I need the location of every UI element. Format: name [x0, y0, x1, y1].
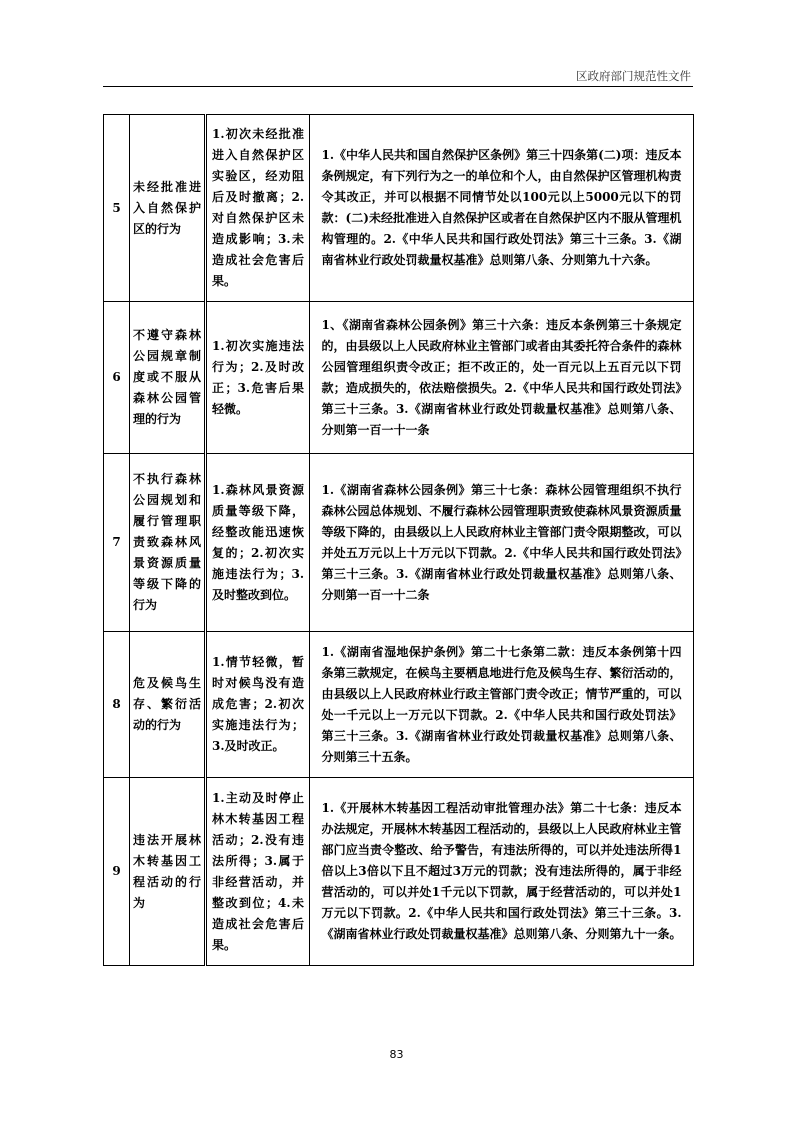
- table-row: [104, 302, 694, 454]
- violation-act-cell: [130, 632, 206, 778]
- header-title: 区政府部门规范性文件: [576, 69, 691, 83]
- violation-act: 不遵守森林公园规章制度或不服从森林公园管理的行为: [133, 328, 201, 426]
- exemption-conditions: 1.初次未经批准进入自然保护区实验区，经劝阻后及时撤离；2.对自然保护区未造成影响；3.未造成社会危害后果。: [212, 127, 304, 288]
- page-number: 83: [389, 1048, 404, 1061]
- legal-basis: 1.《开展林木转基因工程活动审批管理办法》第二十七条：违反本办法规定，开展林木转基因工程活动的，县级以上人民政府林业主管部门应当责令整改、给予警告，有违法所得的，可以并处违法所得1倍以上3倍以下且不超过3万元的罚款；没有违法所得的，属于非经营活动的，可以并处1千元以下罚款，属于经营活动的，可以并处1万元以下罚款。2.《中华人民共和国行政处罚法》第三十三条。3.《湖南省林业行政处罚裁量权基准》总则第八条、分则第九十一条。: [321, 801, 682, 941]
- legal-basis-cell: [310, 454, 694, 632]
- legal-basis-cell: [310, 778, 694, 966]
- violation-act: 违法开展林木转基因工程活动的行为: [133, 832, 201, 910]
- row-number: 9: [104, 778, 130, 966]
- exemption-conditions: 1.主动及时停止林木转基因工程活动；2.没有违法所得；3.属于非经营活动，并整改到位；4.未造成社会危害后果。: [212, 790, 304, 952]
- legal-basis-cell: [310, 115, 694, 302]
- violation-act: 危及候鸟生存、繁衍活动的行为: [133, 676, 201, 732]
- conditions-cell: [206, 454, 310, 632]
- exemption-conditions: 1.初次实施违法行为；2.及时改正；3.危害后果轻微。: [212, 338, 304, 416]
- row-number: 7: [104, 454, 130, 632]
- row-number: 8: [104, 632, 130, 778]
- row-number: 5: [104, 115, 130, 302]
- violation-act-cell: [130, 115, 206, 302]
- violation-act-cell: [130, 454, 206, 632]
- exemption-conditions: 1.情节轻微，暂时对候鸟没有造成危害；2.初次实施违法行为；3.及时改正。: [212, 655, 304, 753]
- violation-act-cell: [130, 778, 206, 966]
- penalty-rules-table: [103, 114, 694, 966]
- conditions-cell: [206, 302, 310, 454]
- table-row: [104, 454, 694, 632]
- legal-basis: 1.《湖南省森林公园条例》第三十七条：森林公园管理组织不执行森林公园总体规划、不履行森林公园管理职责致使森林风景资源质量等级下降的，由县级以上人民政府林业主管部门责令限期整改，可以并处五万元以上十万元以下罚款。2.《中华人民共和国行政处罚法》第三十三条。3.《湖南省林业行政处罚裁量权基准》总则第八条、分则第一百一十二条: [321, 482, 682, 602]
- legal-basis: 1.《湖南省湿地保护条例》第二十七条第二款：违反本条例第十四条第三款规定，在候鸟主要栖息地进行危及候鸟生存、繁衍活动的，由县级以上人民政府林业行政主管部门责令改正；情节严重的，可以处一千元以上一万元以下罚款。2.《中华人民共和国行政处罚法》第三十三条。3.《湖南省林业行政处罚裁量权基准》总则第八条、分则第三十五条。: [321, 644, 682, 764]
- violation-act: 不执行森林公园规划和履行管理职责致森林风景资源质量等级下降的行为: [133, 472, 201, 612]
- legal-basis: 1、《湖南省森林公园条例》第三十六条：违反本条例第三十条规定的，由县级以上人民政府林业主管部门或者由其委托符合条件的森林公园管理组织责令改正；拒不改正的，处一百元以上五百元以下罚款；造成损失的，依法赔偿损失。2.《中华人民共和国行政处罚法》第三十三条。3.《湖南省林业行政处罚裁量权基准》总则第八条、分则第一百一十一条: [321, 317, 682, 437]
- conditions-cell: [206, 632, 310, 778]
- exemption-conditions: 1.森林风景资源质量等级下降，经整改能迅速恢复的；2.初次实施违法行为；3.及时整改到位。: [212, 482, 304, 602]
- table-row: [104, 632, 694, 778]
- page-header: [103, 62, 693, 87]
- legal-basis: 1.《中华人民共和国自然保护区条例》第三十四条第(二)项：违反本条例规定，有下列行为之一的单位和个人，由自然保护区管理机构责令其改正，并可以根据不同情节处以100元以上5000元以下的罚款：(二)未经批准进入自然保护区或者在自然保护区内不服从管理机构管理的。2.《中华人民共和国行政处罚法》第三十三条。3.《湖南省林业行政处罚裁量权基准》总则第八条、分则第九十六条。: [321, 148, 682, 267]
- legal-basis-cell: [310, 302, 694, 454]
- conditions-cell: [206, 778, 310, 966]
- table-row: [104, 115, 694, 302]
- violation-act-cell: [130, 302, 206, 454]
- row-number: 6: [104, 302, 130, 454]
- conditions-cell: [206, 115, 310, 302]
- violation-act: 未经批准进入自然保护区的行为: [133, 179, 201, 236]
- legal-basis-cell: [310, 632, 694, 778]
- table-row: [104, 778, 694, 966]
